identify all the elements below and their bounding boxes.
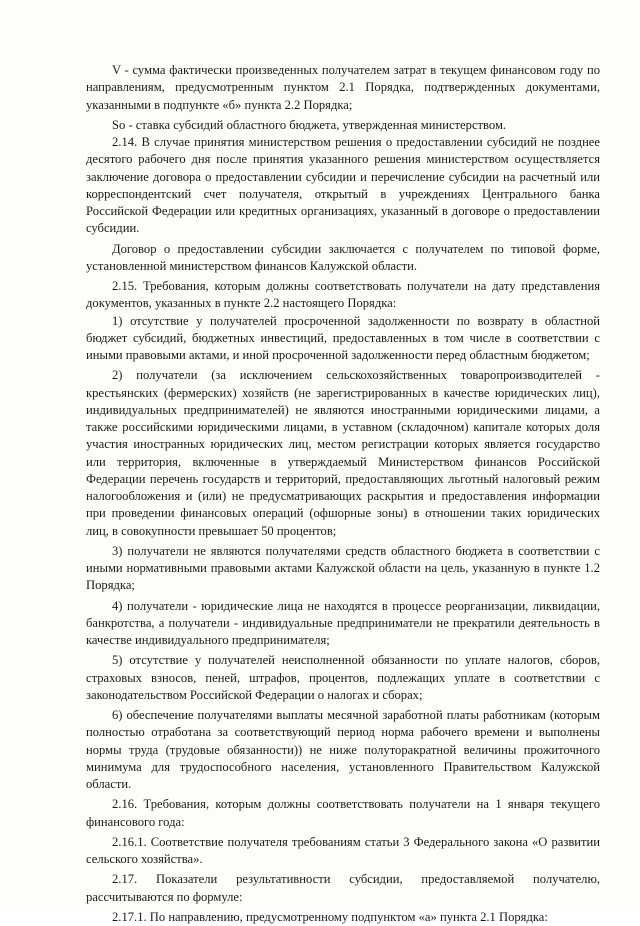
paragraph-v-definition: V - сумма фактически произведенных получателем затрат в текущем финансовом году по направлениям, предусмотренным пунктом 2.1 Порядка, подтвержденных документами, указанными в подпункте «б» пункта 2.2 Порядка;	[86, 63, 600, 112]
paragraph-requirement-4: 4) получатели - юридические лица не находятся в процессе реорганизации, ликвидации, банкротства, а получатели - индивидуальные предприниматели не прекратили деятельность в качестве индивидуального предпринимателя;	[86, 598, 600, 647]
paragraph-2-17: 2.17. Показатели результативности субсидии, предоставляемой получателю, рассчитываются по формуле:	[86, 872, 600, 904]
paragraph-2-17-1: 2.17.1. По направлению, предусмотренному подпунктом «а» пункта 2.1 Порядка:	[112, 909, 548, 924]
paragraph-requirement-5: 5) отсутствие у получателей неисполненной обязанности по уплате налогов, сборов, страховых взносов, пеней, штрафов, процентов, подлежащих уплате в соответствии с законодательством Российской Федерации о налогах и сборах;	[86, 653, 600, 702]
paragraph-requirement-1: 1) отсутствие у получателей просроченной задолженности по возврату в областной бюджет субсидий, бюджетных инвестиций, предоставленных в том числе в соответствии с иными правовыми актами, и иной просроченной задолженности перед областным бюджетом;	[86, 313, 600, 362]
paragraph-requirement-2: 2) получатели (за исключением сельскохозяйственных товаропроизводителей - крестьянских (фермерских) хозяйств (не зарегистрированных в качестве юридических лиц), индивидуальных предпринимателей) не являются иностранными юридическими лицами, а также российскими юридическими лицами, в уставном (складочном) капитале которых доля участия иностранных юридических лиц, местом регистрации которых является государство или территория, включенные в утверждаемый Министерством финансов Российской Федерации перечень государств и территорий, предоставляющих льготный налоговый режим налогообложения и (или) не предусматривающих раскрытия и предоставления информации при проведении финансовых операций (офшорные зоны) в отношении таких юридических лиц, в совокупности превышает 50 процентов;	[86, 368, 600, 538]
paragraph-2-16-1: 2.16.1. Соответствие получателя требованиям статьи 3 Федерального закона «О развитии сельского хозяйства».	[86, 834, 600, 866]
paragraph-so-definition: So - ставка субсидий областного бюджета, утвержденная министерством.	[112, 117, 507, 132]
paragraph-2-15: 2.15. Требования, которым должны соответствовать получатели на дату представления документов, указанных в пункте 2.2 настоящего Порядка:	[86, 279, 600, 311]
paragraph-2-16: 2.16. Требования, которым должны соответствовать получатели на 1 января текущего финансового года:	[86, 797, 600, 829]
paragraph-requirement-3: 3) получатели не являются получателями средств областного бюджета в соответствии с иными нормативными правовыми актами Калужской области на цель, указанную в пункте 1.2 Порядка;	[86, 543, 600, 593]
paragraph-requirement-6: 6) обеспечение получателями выплаты месячной заработной платы работникам (которым полностью отработана за соответствующий период норма рабочего времени и выполнены нормы труда (трудовые обязанности)) не ниже полуторакратной величины прожиточного минимума для трудоспособного населения, установленного Правительством Калужской области.	[86, 708, 600, 791]
paragraph-contract-form: Договор о предоставлении субсидии заключается с получателем по типовой форме, установленной министерством финансов Калужской области.	[86, 241, 600, 273]
paragraph-2-14: 2.14. В случае принятия министерством решения о предоставлении субсидий не позднее десятого рабочего дня после принятия указанного решения министерством осуществляется заключение договора о предоставлении субсидии и перечисление субсидии на расчетный или корреспондентский счет получателя, открытый в учреждениях Центрального банка Российской Федерации или кредитных организациях, указанный в договоре о предоставлении субсидии.	[86, 135, 600, 236]
